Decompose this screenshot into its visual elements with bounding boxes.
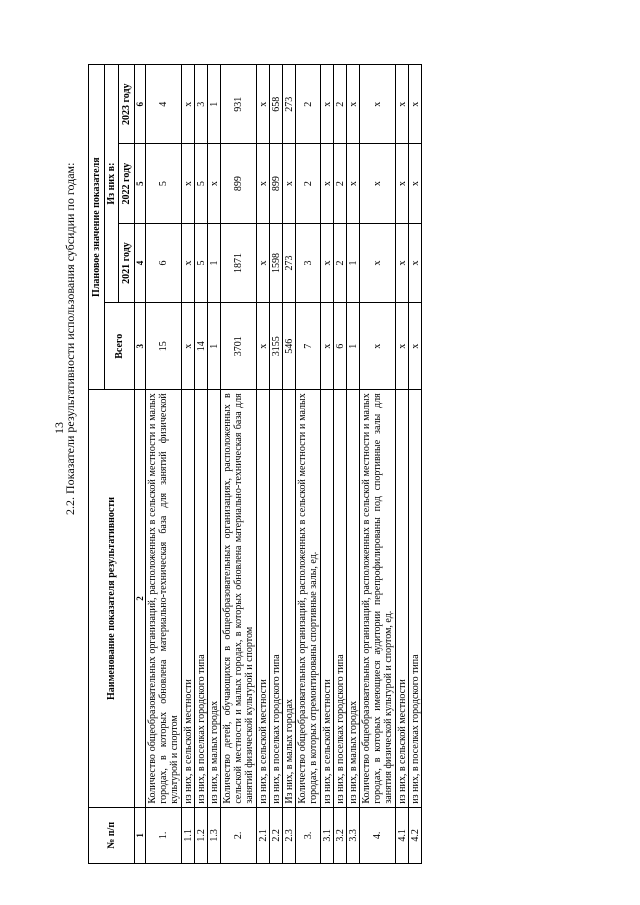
value-2021: 273 xyxy=(283,223,296,302)
value-2023: x xyxy=(182,65,195,144)
table-row xyxy=(182,65,195,864)
table-row xyxy=(146,65,182,864)
row-name: из них, в поселках городского типа xyxy=(195,390,208,807)
header-plan: Плановое значение показателя xyxy=(89,65,105,390)
table-row xyxy=(360,65,396,864)
value-2022: x xyxy=(182,144,195,223)
value-2021: 6 xyxy=(146,223,182,302)
value-total: 546 xyxy=(283,303,296,390)
value-2021: x xyxy=(360,223,396,302)
value-2023: 1 xyxy=(208,65,221,144)
table-row xyxy=(221,65,257,864)
table-row xyxy=(270,65,283,864)
header-num: № п/п xyxy=(89,807,135,863)
table-row xyxy=(296,65,321,864)
value-2023: x xyxy=(257,65,270,144)
table-row xyxy=(321,65,334,864)
row-name: из них, в поселках городского типа xyxy=(270,390,283,807)
row-number: 1.1 xyxy=(182,807,195,863)
value-total: 3155 xyxy=(270,303,283,390)
value-2022: x xyxy=(283,144,296,223)
value-2022: 5 xyxy=(146,144,182,223)
row-name: Количество детей, обучающихся в общеобразовательных организациях, расположенных в сельской местности и малых городах, в которых обновлена материально-техническая база для занятий физической культурой и спортом xyxy=(221,390,257,807)
table-row xyxy=(334,65,347,864)
header-name: Наименование показателя результативности xyxy=(89,390,135,807)
row-number: 2.2 xyxy=(270,807,283,863)
value-total: x xyxy=(396,303,409,390)
row-number: 4. xyxy=(360,807,396,863)
value-2021: 1 xyxy=(347,223,360,302)
row-name: Количество общеобразовательных организаций, расположенных в сельской местности и малых городах, в которых имеющиеся аудитории перепрофилированы под спортивные залы для занятия физической культурой и спортом, ед. xyxy=(360,390,396,807)
table-row xyxy=(257,65,270,864)
row-number: 2.1 xyxy=(257,807,270,863)
header-of-which: Из них в: xyxy=(105,65,119,303)
value-2023: x xyxy=(347,65,360,144)
value-2021: x xyxy=(409,223,422,302)
index-cell: 4 xyxy=(135,223,146,302)
row-name: из них, в поселках городского типа xyxy=(409,390,422,807)
value-2022: x xyxy=(208,144,221,223)
value-total: x xyxy=(409,303,422,390)
row-name: из них, в поселках городского типа xyxy=(334,390,347,807)
value-2022: x xyxy=(409,144,422,223)
value-2022: x xyxy=(396,144,409,223)
value-2022: x xyxy=(321,144,334,223)
value-2022: 2 xyxy=(296,144,321,223)
header-total: Всего xyxy=(105,303,135,390)
value-total: 14 xyxy=(195,303,208,390)
row-number: 2. xyxy=(221,807,257,863)
row-name: Из них, в малых городах xyxy=(283,390,296,807)
table-row xyxy=(195,65,208,864)
row-number: 3.2 xyxy=(334,807,347,863)
row-number: 1.3 xyxy=(208,807,221,863)
table-row xyxy=(208,65,221,864)
section-caption: 2.2. Показатели результативности использования субсидии по годам: xyxy=(63,162,77,515)
value-2021: x xyxy=(182,223,195,302)
value-2023: 931 xyxy=(221,65,257,144)
row-number: 1.2 xyxy=(195,807,208,863)
value-2022: x xyxy=(257,144,270,223)
value-2021: 5 xyxy=(195,223,208,302)
value-total: x xyxy=(257,303,270,390)
row-name: из них, в сельской местности xyxy=(182,390,195,807)
value-total: x xyxy=(182,303,195,390)
row-name: Количество общеобразовательных организаций, расположенных в сельской местности и малых городах, в которых обновлена материально-техническая база для занятий физической культурой и спортом xyxy=(146,390,182,807)
table-row xyxy=(347,65,360,864)
row-number: 4.2 xyxy=(409,807,422,863)
value-2021: x xyxy=(396,223,409,302)
value-2022: 5 xyxy=(195,144,208,223)
row-name: Количество общеобразовательных организаций, расположенных в сельской местности и малых городах, в которых отремонтированы спортивные залы, ед. xyxy=(296,390,321,807)
value-2022: 899 xyxy=(270,144,283,223)
row-number: 2.3 xyxy=(283,807,296,863)
value-2023: 273 xyxy=(283,65,296,144)
value-total: 1 xyxy=(208,303,221,390)
index-cell: 1 xyxy=(135,807,146,863)
value-2021: 1 xyxy=(208,223,221,302)
value-2022: x xyxy=(347,144,360,223)
value-total: x xyxy=(360,303,396,390)
value-total: 1 xyxy=(347,303,360,390)
header-2021: 2021 году xyxy=(119,223,135,302)
value-total: 15 xyxy=(146,303,182,390)
row-name: из них, в сельской местности xyxy=(321,390,334,807)
row-number: 1. xyxy=(146,807,182,863)
value-2021: x xyxy=(321,223,334,302)
value-2021: 3 xyxy=(296,223,321,302)
value-2023: x xyxy=(396,65,409,144)
value-2021: 1598 xyxy=(270,223,283,302)
value-2023: x xyxy=(409,65,422,144)
value-2021: x xyxy=(257,223,270,302)
value-2021: 2 xyxy=(334,223,347,302)
row-name: из них, в сельской местности xyxy=(257,390,270,807)
value-2023: 2 xyxy=(334,65,347,144)
index-cell: 5 xyxy=(135,144,146,223)
row-number: 3.1 xyxy=(321,807,334,863)
row-name: из них, в малых городах xyxy=(208,390,221,807)
value-total: 6 xyxy=(334,303,347,390)
value-2022: x xyxy=(360,144,396,223)
index-cell: 2 xyxy=(135,390,146,807)
header-2023: 2023 году xyxy=(119,65,135,144)
table-row xyxy=(283,65,296,864)
rotated-table-container xyxy=(88,64,568,864)
table-row xyxy=(409,65,422,864)
indicators-table xyxy=(88,64,422,864)
index-cell: 3 xyxy=(135,303,146,390)
value-2022: 2 xyxy=(334,144,347,223)
table-row xyxy=(396,65,409,864)
row-number: 4.1 xyxy=(396,807,409,863)
row-number: 3.3 xyxy=(347,807,360,863)
header-2022: 2022 году xyxy=(119,144,135,223)
page-number: 13 xyxy=(52,422,66,434)
value-2023: 3 xyxy=(195,65,208,144)
row-number: 3. xyxy=(296,807,321,863)
value-2023: x xyxy=(321,65,334,144)
value-2021: 1871 xyxy=(221,223,257,302)
row-name: из них, в сельской местности xyxy=(396,390,409,807)
index-cell: 6 xyxy=(135,65,146,144)
value-2023: 2 xyxy=(296,65,321,144)
value-total: x xyxy=(321,303,334,390)
value-2023: 4 xyxy=(146,65,182,144)
value-2023: x xyxy=(360,65,396,144)
row-name: из них, в малых городах xyxy=(347,390,360,807)
value-total: 7 xyxy=(296,303,321,390)
value-2022: 899 xyxy=(221,144,257,223)
value-total: 3701 xyxy=(221,303,257,390)
value-2023: 658 xyxy=(270,65,283,144)
